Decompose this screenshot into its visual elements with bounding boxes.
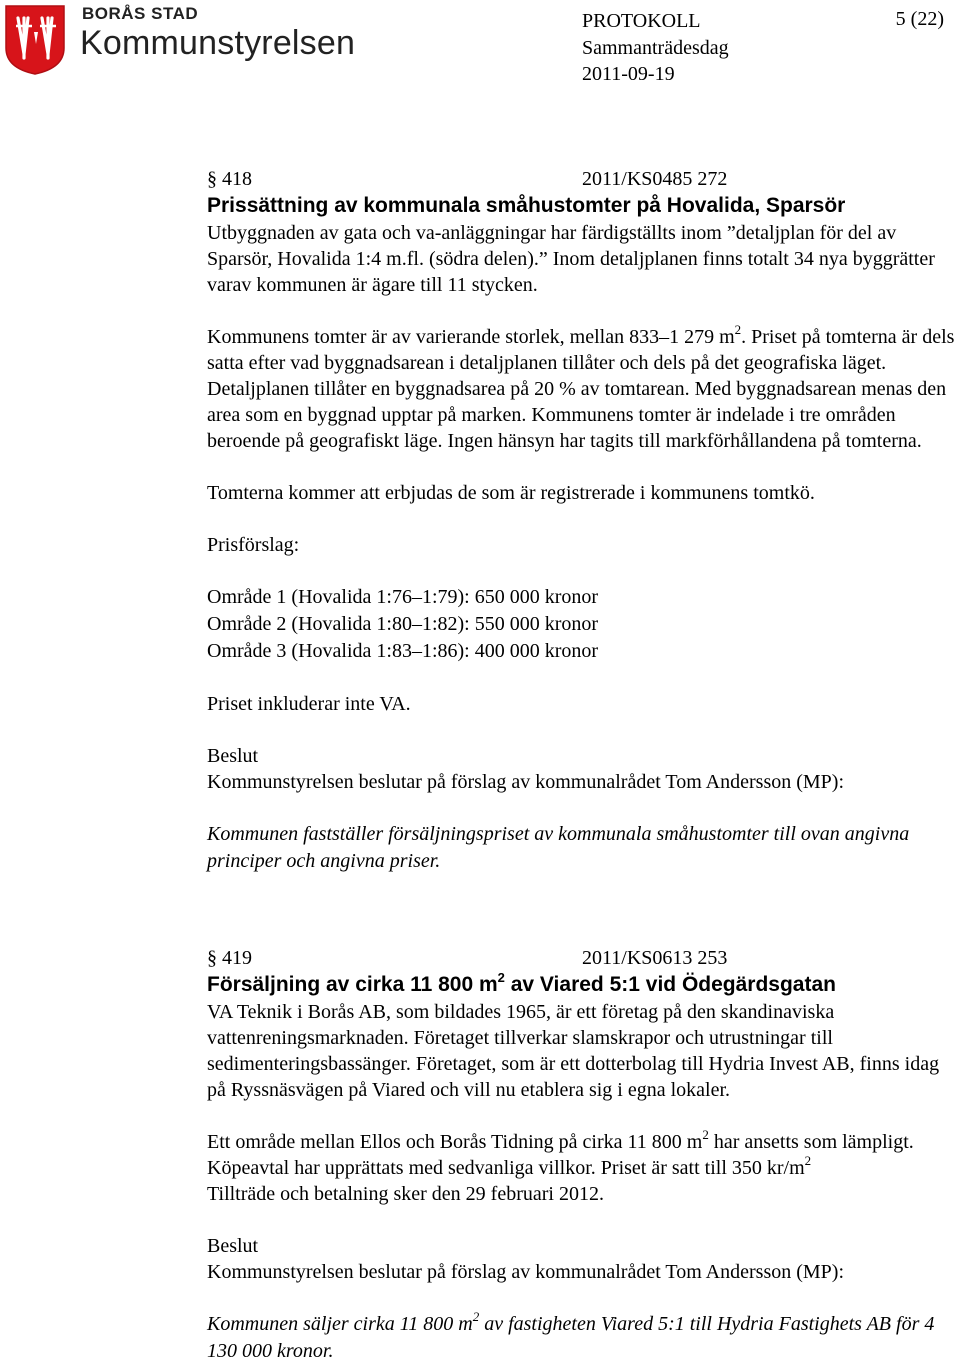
page-number: 5 (22) — [895, 8, 944, 30]
boras-coat-of-arms-icon — [4, 4, 66, 76]
decision-intro: Kommunstyrelsen beslutar på förslag av kommunalrådet Tom Andersson (MP): — [207, 771, 845, 793]
meeting-date: 2011-09-19 — [582, 63, 675, 85]
item-419-caseline — [207, 945, 957, 971]
item-418 — [207, 166, 957, 875]
paragraph: Ett område mellan Ellos och Borås Tidning på cirka 11 800 $m^2$ har ansetts som lämpligt. Köpeavtal har upprättats med sedvanliga villkor. Priset är satt till 350 $kr/m^2$ Tillträde och betalning sker den 29 februari 2012. — [207, 1127, 914, 1205]
doc-type: PROTOKOLL — [582, 10, 701, 32]
meeting-label: Sammanträdesdag — [582, 37, 729, 59]
decision-text: Kommunen säljer cirka 11 800 $m^2$ av fastigheten Viared 5:1 till Hydria Fastighets AB för 4 130 000 kronor. — [207, 1309, 935, 1362]
price-line: Område 3 (Hovalida 1:83–1:86): 400 000 kronor — [207, 640, 599, 662]
paragraph: Tomterna kommer att erbjudas de som är registrerade i kommunens tomtkö. — [207, 482, 815, 504]
price-line: Område 2 (Hovalida 1:80–1:82): 550 000 kronor — [207, 613, 599, 635]
decision-heading: Beslut — [207, 1235, 259, 1257]
decision-intro: Kommunstyrelsen beslutar på förslag av kommunalrådet Tom Andersson (MP): — [207, 1261, 845, 1283]
org-small-label: BORÅS STAD — [82, 4, 199, 23]
section-number: § 418 — [207, 168, 252, 190]
decision-heading: Beslut — [207, 745, 259, 767]
paragraph: VA Teknik i Borås AB, som bildades 1965, är ett företag på den skandinaviska vattenreningsmarknaden. Företaget tillverkar slamskrapor och utrustningar till sedimenteringsbassänger. Företaget, som är ett dotterbolag till Hydria Invest AB, finns idag på Ryssnäsvägen på Viared och vill nu etablera sig i egna lokaler. — [207, 1001, 940, 1101]
paragraph: Priset inkluderar inte VA. — [207, 693, 411, 715]
case-reference: 2011/KS0485 272 — [582, 168, 728, 190]
paragraph: Utbyggnaden av gata och va-anläggningar har färdigställts inom ”detaljplan för del av Sparsör, Hovalida 1:4 m.fl. (södra delen).” Inom detaljplanen finns totalt 34 nya byggrätter varav kommunen är ägare till 11 stycken. — [207, 222, 935, 296]
price-label: Prisförslag: — [207, 534, 300, 556]
section-number: § 419 — [207, 947, 252, 969]
decision-text: Kommunen fastställer försäljningspriset av kommunala småhustomter till ovan angivna principer och angivna priser. — [207, 823, 910, 872]
item-title: Prissättning av kommunala småhustomter på Hovalida, Sparsör — [207, 194, 846, 217]
item-418-caseline — [207, 166, 957, 192]
case-reference: 2011/KS0613 253 — [582, 947, 728, 969]
org-name: Kommunstyrelsen — [80, 24, 356, 62]
paragraph: Kommunens tomter är av varierande storlek, mellan 833–1 279 $m^2$. Priset på tomterna är dels satta efter vad byggnadsarean i detaljplanen tillåter och dels på det geografiska läget. Detaljplanen tillåter en byggnadsarea på 20 % av tomtarean. Med byggnadsarean menas den area som en byggnad upptar på marken. Kommunens tomter är indelade i tre områden beroende på geografiskt läge. Ingen hänsyn har tagits till markförhållandena på tomterna. — [207, 322, 955, 452]
item-title: Försäljning av cirka 11 800 $m^2$ av Viared 5:1 vid Ödegärdsgatan — [207, 970, 836, 996]
price-line: Område 1 (Hovalida 1:76–1:79): 650 000 kronor — [207, 586, 599, 608]
item-419 — [207, 945, 957, 1365]
